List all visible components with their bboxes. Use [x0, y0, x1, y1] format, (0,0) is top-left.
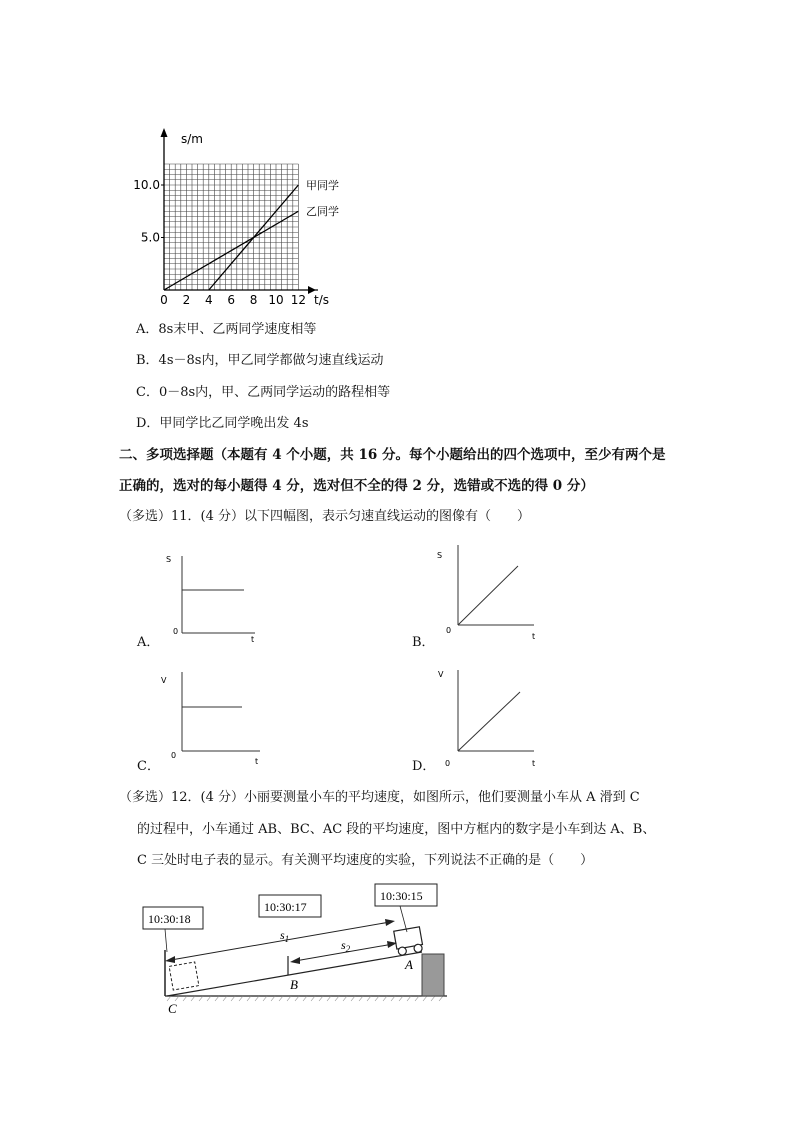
- legend-yi: 乙同学: [306, 205, 339, 218]
- time-c: 10:30:18: [148, 912, 191, 926]
- q11-option-c: C．: [137, 759, 160, 774]
- q10-option-b: B．4s－8s内，甲乙同学都做匀速直线运动: [136, 353, 384, 368]
- x-tick-label: 2: [182, 293, 191, 307]
- x-tick-label: 4: [204, 293, 213, 307]
- svg-text:t: t: [532, 759, 536, 768]
- svg-text:0: 0: [173, 627, 179, 636]
- q11-graph-a: [166, 548, 265, 644]
- y-axis-arrow: [161, 128, 168, 137]
- x-axis-label: t/s: [314, 293, 329, 307]
- support-block: [422, 954, 444, 996]
- x-tick-label: 0: [160, 293, 168, 307]
- q12-line2: 的过程中，小车通过 AB、BC、AC 段的平均速度，图中方框内的数字是小车到达 A、B、: [137, 822, 656, 837]
- label-s2: $s_2$: [341, 938, 351, 954]
- svg-text:t: t: [532, 632, 536, 641]
- svg-text:S: S: [166, 555, 172, 564]
- svg-text:t: t: [255, 757, 259, 766]
- y-axis-label: s/m: [181, 132, 203, 146]
- label-s1: $s_1$: [280, 928, 290, 944]
- label-a: A: [405, 957, 413, 972]
- q12-line3: C 三处时电子表的显示。有关测平均速度的实验，下列说法不正确的是（ ）: [137, 853, 594, 868]
- svg-text:S: S: [437, 551, 443, 560]
- x-tick-label: 12: [290, 293, 307, 307]
- q10-st-chart: [130, 125, 350, 310]
- q11-graph-d: [438, 665, 546, 768]
- svg-text:0: 0: [446, 626, 452, 635]
- time-a: 10:30:15: [380, 889, 423, 903]
- section2-line2: 正确的，选对的每小题得 4 分，选对但不全的得 2 分，选错或不选的得 0 分）: [119, 478, 594, 494]
- q10-option-d: D．甲同学比乙同学晚出发 4s: [136, 416, 309, 431]
- chart-grid: [164, 164, 298, 290]
- svg-text:V: V: [161, 676, 167, 685]
- graph-b-line: [458, 566, 518, 625]
- q11-stem: （多选）11．(4 分）以下四幅图，表示匀速直线运动的图像有（ ）: [119, 509, 531, 524]
- q12-incline-figure: [135, 878, 455, 1018]
- svg-text:V: V: [438, 670, 444, 679]
- q10-option-c: C．0－8s内，甲、乙两同学运动的路程相等: [136, 385, 391, 400]
- q10-option-a: A．8s末甲、乙两同学速度相等: [136, 322, 317, 337]
- dashed-car-c: [169, 962, 199, 990]
- svg-text:0: 0: [171, 751, 177, 760]
- q11-graph-b: [437, 540, 546, 641]
- section2-line1: 二、多项选择题（本题有 4 个小题，共 16 分。每个小题给出的四个选项中，至少有两个是: [119, 447, 666, 463]
- x-tick-label: 6: [227, 293, 236, 307]
- svg-text:0: 0: [445, 759, 451, 768]
- graph-d-line: [458, 692, 520, 751]
- y-tick-label: 10.0: [133, 178, 160, 192]
- q11-option-b: B．: [412, 635, 435, 650]
- legend-jia: 甲同学: [306, 179, 339, 192]
- time-b: 10:30:17: [264, 900, 307, 914]
- label-b: B: [290, 977, 298, 992]
- x-tick-label: 8: [249, 293, 258, 307]
- label-c: C: [168, 1001, 177, 1016]
- q11-option-d: D．: [412, 759, 436, 774]
- x-tick-label: 10: [268, 293, 284, 307]
- q12-line1: （多选）12．(4 分）小丽要测量小车的平均速度，如图所示，他们要测量小车从 A 滑到 C: [119, 790, 640, 805]
- ground-hatching: [167, 996, 443, 1001]
- svg-text:t: t: [251, 635, 255, 644]
- q11-graph-c: [161, 667, 270, 767]
- car-at-a: [394, 927, 424, 956]
- q11-option-a: A．: [137, 635, 160, 650]
- y-tick-label: 5.0: [140, 230, 160, 245]
